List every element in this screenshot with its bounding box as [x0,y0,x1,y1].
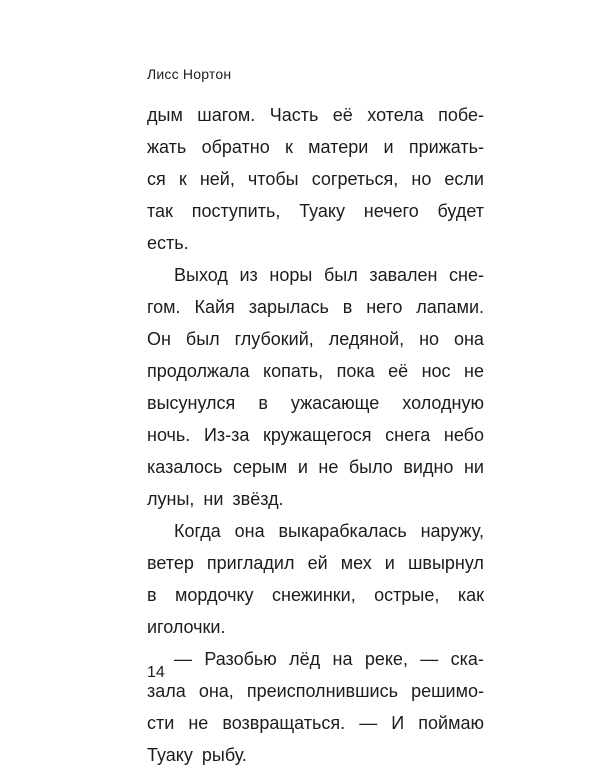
running-head-author: Лисс Нортон [147,66,232,82]
word: наружу, [420,521,484,541]
word: снега [385,425,431,445]
word: как [457,585,484,605]
word: Когда [174,521,221,541]
word: зала [147,681,186,701]
word: ей [307,553,328,573]
word: Туаку [147,745,193,765]
word: продолжала [147,361,250,381]
text-line [147,483,484,515]
word: И [391,713,405,733]
word: в [342,297,353,317]
word: выкарабкалась [278,521,407,541]
word: но [419,329,440,349]
word: так [147,201,173,221]
word: шагом. [197,105,256,125]
word: ужасающе [290,393,380,413]
word: нечего [363,201,419,221]
word: побе- [438,105,484,125]
word: прижать- [408,137,484,157]
text-line [147,739,484,771]
word: нос [421,361,451,381]
word: есть. [147,233,189,253]
word: него [366,297,403,317]
word: иголочки. [147,617,226,637]
word: копать, [263,361,324,381]
word: гом. [147,297,181,317]
word: Разобью [204,649,277,669]
word: не [318,457,339,477]
word: и [297,457,308,477]
word: преисполнившись [246,681,398,701]
word: если [444,169,484,189]
word: казалось [147,457,223,477]
word: ней, [199,169,235,189]
word: звёзд. [232,489,284,509]
word: матери [308,137,369,157]
word: ни [203,489,224,509]
word: Туаку [299,201,346,221]
text-line [147,675,484,707]
word: хотела [367,105,424,125]
word: ночь. [147,425,191,445]
word: Из-за [203,425,250,445]
word: реке, [364,649,408,669]
text-line [147,195,484,227]
word: — [359,713,378,733]
word: пригладил [206,553,295,573]
word: было [348,457,393,477]
word: холодную [402,393,484,413]
word: рыбу. [201,745,247,765]
word: не [188,713,209,733]
body-text [147,99,484,771]
text-line [147,611,484,643]
word: в [147,585,157,605]
word: сне- [449,265,484,285]
word: ледяной, [328,329,405,349]
word: швырнул [407,553,484,573]
word: она, [198,681,234,701]
text-line [147,163,484,195]
text-line [147,387,484,419]
word: чтобы [247,169,299,189]
word: острые, [374,585,440,605]
word: будет [437,201,484,221]
word: ся [147,169,166,189]
word: она [453,329,484,349]
text-line [147,643,484,675]
text-line [147,291,484,323]
text-line [147,419,484,451]
word: высунулся [147,393,236,413]
word: Выход [174,265,228,285]
word: глубокий, [234,329,314,349]
word: ска- [450,649,484,669]
word: пока [336,361,375,381]
word: Он [147,329,171,349]
word: её [388,361,409,381]
text-line [147,707,484,739]
word: лёд [289,649,321,669]
text-line [147,451,484,483]
word: кружащегося [263,425,372,445]
word: ни [463,457,484,477]
word: небо [443,425,484,445]
word: она [234,521,265,541]
word: в [258,393,268,413]
word: был [323,265,358,285]
word: Часть [269,105,319,125]
word: завален [369,265,438,285]
word: жать [147,137,187,157]
word: видно [403,457,454,477]
word: мех [340,553,372,573]
word: сти [147,713,175,733]
word: решимо- [411,681,484,701]
text-line [147,131,484,163]
word: и [384,553,395,573]
word: мордочку [175,585,254,605]
word: к [178,169,187,189]
word: к [285,137,293,157]
word: Кайя [194,297,235,317]
word: лапами. [416,297,484,317]
word: зарылась [248,297,329,317]
text-line [147,355,484,387]
word: поймаю [418,713,484,733]
text-line [147,227,484,259]
word: согреться, [311,169,399,189]
word: обратно [201,137,270,157]
word: луны, [147,489,195,509]
word: на [332,649,353,669]
page-number: 14 [147,664,165,681]
word: — [420,649,439,669]
text-line [147,259,484,291]
text-line [147,99,484,131]
word: норы [269,265,313,285]
word: был [185,329,220,349]
word: из [239,265,258,285]
word: и [383,137,394,157]
word: не [464,361,484,381]
word: снежинки, [272,585,356,605]
word: её [332,105,353,125]
word: возвращаться. [222,713,346,733]
word: дым [147,105,183,125]
word: — [174,649,192,669]
word: серым [232,457,288,477]
word: но [411,169,432,189]
text-line [147,323,484,355]
text-line [147,547,484,579]
text-line [147,579,484,611]
text-line [147,515,484,547]
word: ветер [147,553,194,573]
word: поступить, [191,201,281,221]
